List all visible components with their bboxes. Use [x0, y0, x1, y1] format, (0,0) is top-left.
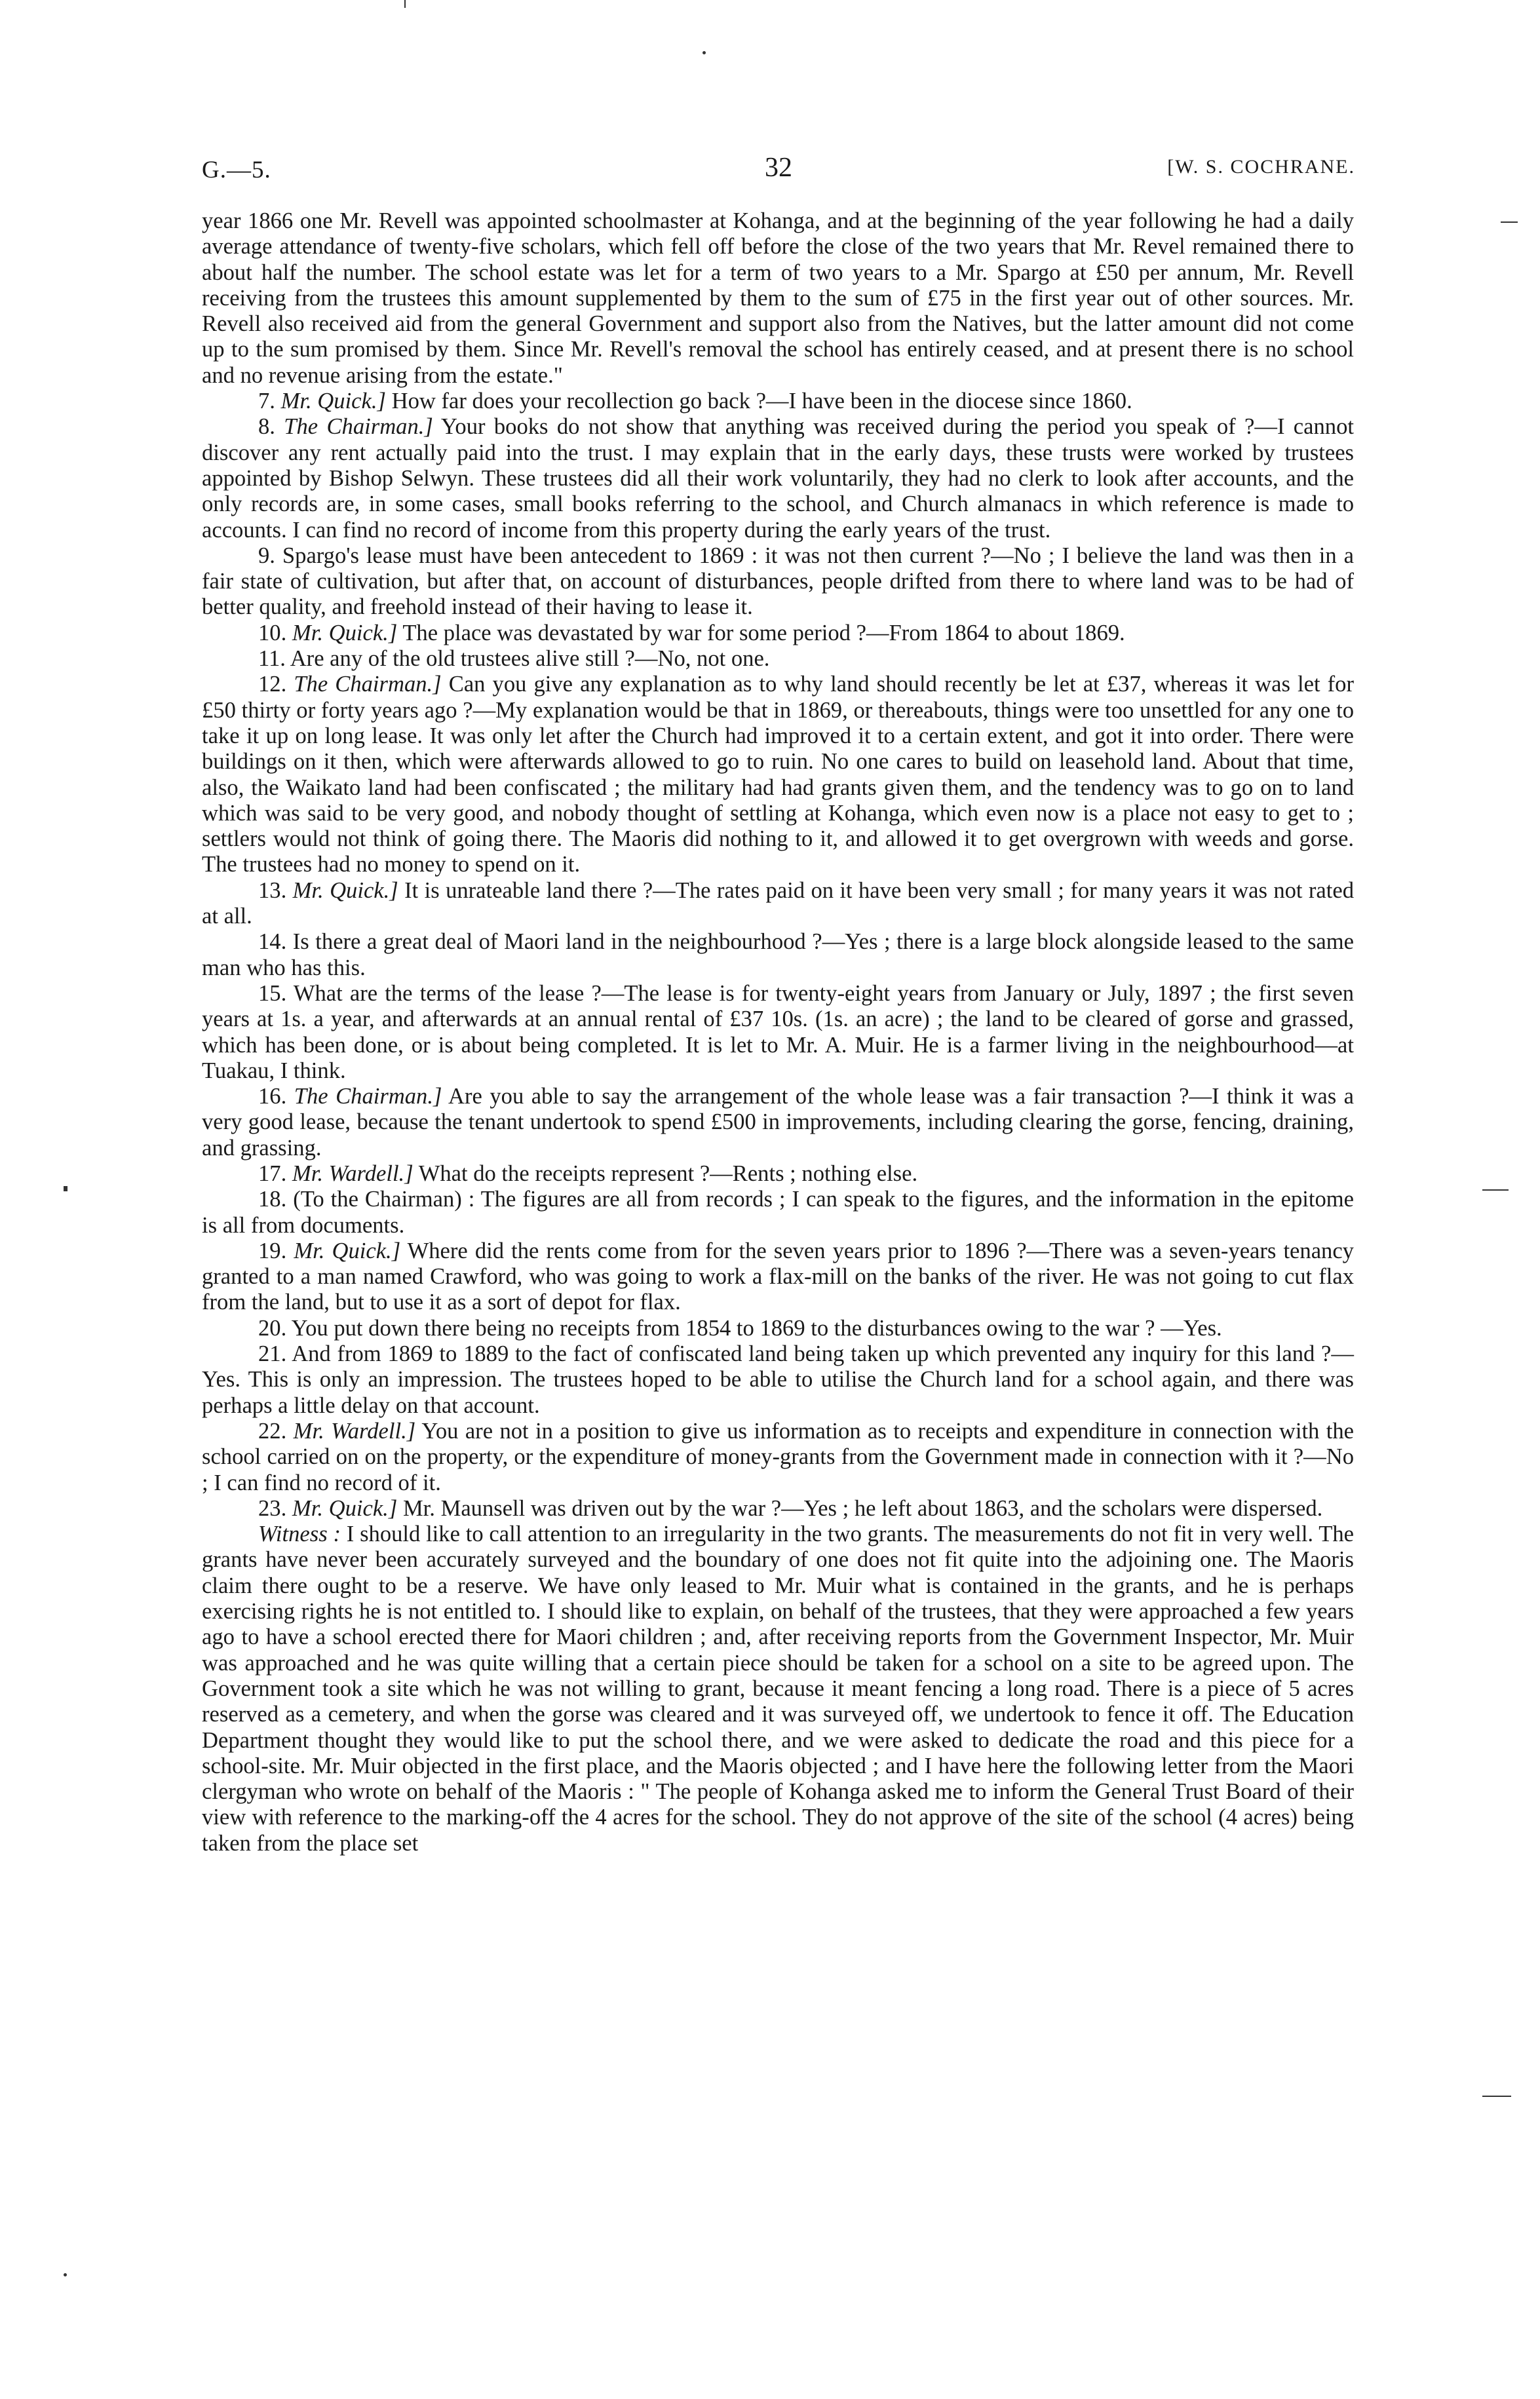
paragraph-text: Are you able to say the arrangement of the whole lease was a fair transaction ?—I think it was a very good lease, because the tenant undertook to spend £500 in improvements, including clearing the gorse, fencing, draining, and grassing. — [202, 1084, 1354, 1161]
speaker-lead: Mr. Quick.] — [292, 620, 398, 645]
page-number: 32 — [765, 153, 792, 183]
question-9 — [202, 543, 1354, 621]
speaker-lead: Mr. Quick.] — [294, 1238, 401, 1263]
question-number: 13. — [258, 877, 287, 903]
document-body — [202, 208, 1354, 1856]
speaker-lead: Mr. Wardell.] — [292, 1161, 414, 1186]
scan-mark — [64, 2273, 67, 2276]
question-17 — [202, 1161, 1354, 1187]
question-number: 9. — [258, 543, 275, 568]
question-21 — [202, 1341, 1354, 1419]
question-number: 15. — [258, 980, 287, 1006]
scan-mark — [404, 0, 406, 8]
question-number: 21. — [258, 1341, 287, 1367]
paragraph-text: You put down there being no receipts from 1854 to 1869 to the disturbances owing to the war ? —Yes. — [291, 1315, 1222, 1341]
speaker-lead: The Chairman.] — [294, 672, 442, 697]
question-22 — [202, 1419, 1354, 1496]
paragraph-text: What do the receipts represent ?—Rents ; nothing else. — [418, 1161, 918, 1186]
question-number: 18. — [258, 1187, 287, 1212]
paragraph-text: It is unrateable land there ?—The rates paid on it have been very small ; for many years it was not rated at all. — [202, 877, 1355, 929]
paragraph-text: Are any of the old trustees alive still ?—No, not one. — [290, 646, 770, 672]
witness-statement — [202, 1522, 1354, 1856]
speaker-lead: Mr. Quick.] — [280, 389, 386, 414]
paragraph-text: You are not in a position to give us information as to receipts and expenditure in connection with the school carried on on the property, or the expenditure of money-grants from the Government made in connection with it ?—No ; I can find no record of it. — [202, 1418, 1354, 1495]
question-8 — [202, 414, 1354, 543]
scan-mark — [1482, 2096, 1511, 2097]
question-number: 14. — [258, 929, 287, 955]
question-20 — [202, 1316, 1354, 1341]
question-14 — [202, 929, 1354, 981]
paragraph-continuation — [202, 208, 1354, 389]
parliamentary-paper-reference: G.—5. — [202, 157, 271, 183]
question-12 — [202, 672, 1354, 877]
question-number: 22. — [258, 1418, 287, 1444]
speaker-lead: Mr. Quick.] — [292, 877, 398, 903]
scan-mark — [64, 1186, 67, 1191]
paragraph-text: year 1866 one Mr. Revell was appointed schoolmaster at Kohanga, and at the beginning of the year following he had a daily average attendance of twenty-five scholars, which fell off before the close of the two years that Mr. Revel remained there to about half the number. The school estate was let for a term of two years to a Mr. Spargo at £50 per annum, Mr. Revell receiving from the trustees this amount supplemented by them to the sum of £75 in the first year out of other sources. Mr. Revell also received aid from the general Government and support also from the Natives, but the latter amount did not come up to the sum promised by them. Since Mr. Revell's removal the school has entirely ceased, and at present there is no school and no revenue arising from the estate." — [202, 208, 1354, 388]
paragraph-text: Is there a great deal of Maori land in the neighbourhood ?—Yes ; there is a large block alongside leased to the same man who has this. — [202, 929, 1354, 980]
question-11 — [202, 646, 1354, 672]
question-number: 11. — [258, 646, 286, 672]
paragraph-text: How far does your recollection go back ?—I have been in the diocese since 1860. — [391, 389, 1132, 414]
question-7 — [202, 389, 1354, 414]
question-number: 10. — [258, 620, 287, 645]
question-16 — [202, 1084, 1354, 1161]
question-13 — [202, 878, 1354, 930]
question-23 — [202, 1496, 1354, 1522]
speaker-lead: Mr. Quick.] — [292, 1495, 398, 1521]
speaker-lead: Witness : — [258, 1522, 341, 1547]
page-header — [202, 153, 1355, 195]
paragraph-text: (To the Chairman) : The figures are all from records ; I can speak to the figures, and the information in the epitome is all from documents. — [202, 1187, 1354, 1238]
question-15 — [202, 981, 1354, 1084]
paragraph-text: Can you give any explanation as to why land should recently be let at £37, whereas it was let for £50 thirty or forty years ago ?—My explanation would be that in 1869, or thereabouts, things were too unsettled for any one to take it up on long lease. It was only let after the Church had improved it to a certain extent, and got it into order. There were buildings on it then, which were afterwards allowed to go to ruin. No one cares to build on leasehold land. About that time, also, the Waikato land had been confiscated ; the military had had grants given them, and the tendency was to go on to land which was said to be very good, and nobody thought of settling at Kohanga, which even now is a place not easy to get to ; settlers would not think of going there. The Maoris did nothing to it, and allowed it to get overgrown with weeds and gorse. The trustees had no money to spend on it. — [202, 672, 1354, 877]
question-10 — [202, 621, 1354, 646]
question-number: 7. — [258, 389, 275, 414]
witness-running-head: [W. S. COCHRANE. — [1167, 156, 1355, 178]
paragraph-text: What are the terms of the lease ?—The lease is for twenty-eight years from January or July, 1897 ; the first seven years at 1s. a year, and afterwards at an annual rental of £37 10s. (1s. an acre) ; the land to be cleared of gorse and grassed, which has been done, or is about being completed. It is let to Mr. A. Muir. He is a farmer living in the neighbourhood—at Tuakau, I think. — [202, 980, 1354, 1083]
scan-mark — [703, 51, 706, 54]
speaker-lead: Mr. Wardell.] — [293, 1418, 416, 1444]
question-number: 20. — [258, 1315, 287, 1341]
scan-mark — [1482, 1189, 1509, 1191]
paragraph-text: I should like to call attention to an irregularity in the two grants. The measurements do not fit in very well. The grants have never been accurately surveyed and the boundary of one does not fit quite into the adjoining one. The Maoris claim there ought to be a reserve. We have only leased to Mr. Muir what is contained in the grants, and he is perhaps exercising rights he is not entitled to. I should like to explain, on behalf of the trustees, that they were approached a few years ago to have a school erected there for Maori children ; and, after receiving reports from the Government Inspector, Mr. Muir was approached and he was quite willing that a certain piece should be taken for a school on a site to be agreed upon. The Government took a site which he was not willing to grant, because it meant fencing a long road. There is a piece of 5 acres reserved as a cemetery, and when the gorse was cleared and it was surveyed off, we undertook to fence it off. The Education Department thought they would like to put the school there, and we were asked to dedicate the road and this piece for a school-site. Mr. Muir objected in the first place, and the Maoris objected ; and I have here the following letter from the Maori clergyman who wrote on behalf of the Maoris : " The people of Kohanga asked me to inform the General Trust Board of their view with reference to the marking-off the 4 acres for the school. They do not approve of the site of the school (4 acres) being taken from the place set — [202, 1522, 1354, 1856]
paragraph-text: Spargo's lease must have been antecedent to 1869 : it was not then current ?—No ; I believe the land was then in a fair state of cultivation, but after that, on account of disturbances, people drifted from there to where land was to be had of better quality, and freehold instead of their having to lease it. — [202, 543, 1354, 620]
question-19 — [202, 1238, 1354, 1316]
paragraph-text: Where did the rents come from for the seven years prior to 1896 ?—There was a seven-years tenancy granted to a man named Crawford, who was going to work a flax-mill on the banks of the river. He was not going to cut flax from the land, but to use it as a sort of depot for flax. — [202, 1238, 1354, 1315]
paragraph-text: Your books do not show that anything was received during the period you speak of ?—I cannot discover any rent actually paid into the trust. I may explain that in the early days, these trusts were worked by trustees appointed by Bishop Selwyn. These trustees did all their work voluntarily, they had no clerk to look after accounts, and the only records are, in some cases, small books referring to the school, and Church almanacs in which reference is made to accounts. I can find no record of income from this property during the early years of the trust. — [202, 414, 1354, 543]
question-18 — [202, 1187, 1354, 1238]
scan-mark — [1501, 221, 1518, 223]
question-number: 19. — [258, 1238, 287, 1263]
paragraph-text: And from 1869 to 1889 to the fact of confiscated land being taken up which prevented any inquiry for this land ?—Yes. This is only an impression. The trustees hoped to be able to utilise the Church land for a school again, and there was perhaps a little delay on that account. — [202, 1341, 1354, 1418]
question-number: 12. — [258, 672, 287, 697]
question-number: 17. — [258, 1161, 287, 1186]
paragraph-text: Mr. Maunsell was driven out by the war ?—Yes ; he left about 1863, and the scholars were dispersed. — [402, 1495, 1323, 1521]
paragraph-text: The place was devastated by war for some period ?—From 1864 to about 1869. — [402, 620, 1125, 645]
question-number: 8. — [258, 414, 275, 440]
speaker-lead: The Chairman.] — [284, 414, 433, 440]
question-number: 16. — [258, 1084, 287, 1109]
speaker-lead: The Chairman.] — [294, 1084, 442, 1109]
question-number: 23. — [258, 1495, 287, 1521]
